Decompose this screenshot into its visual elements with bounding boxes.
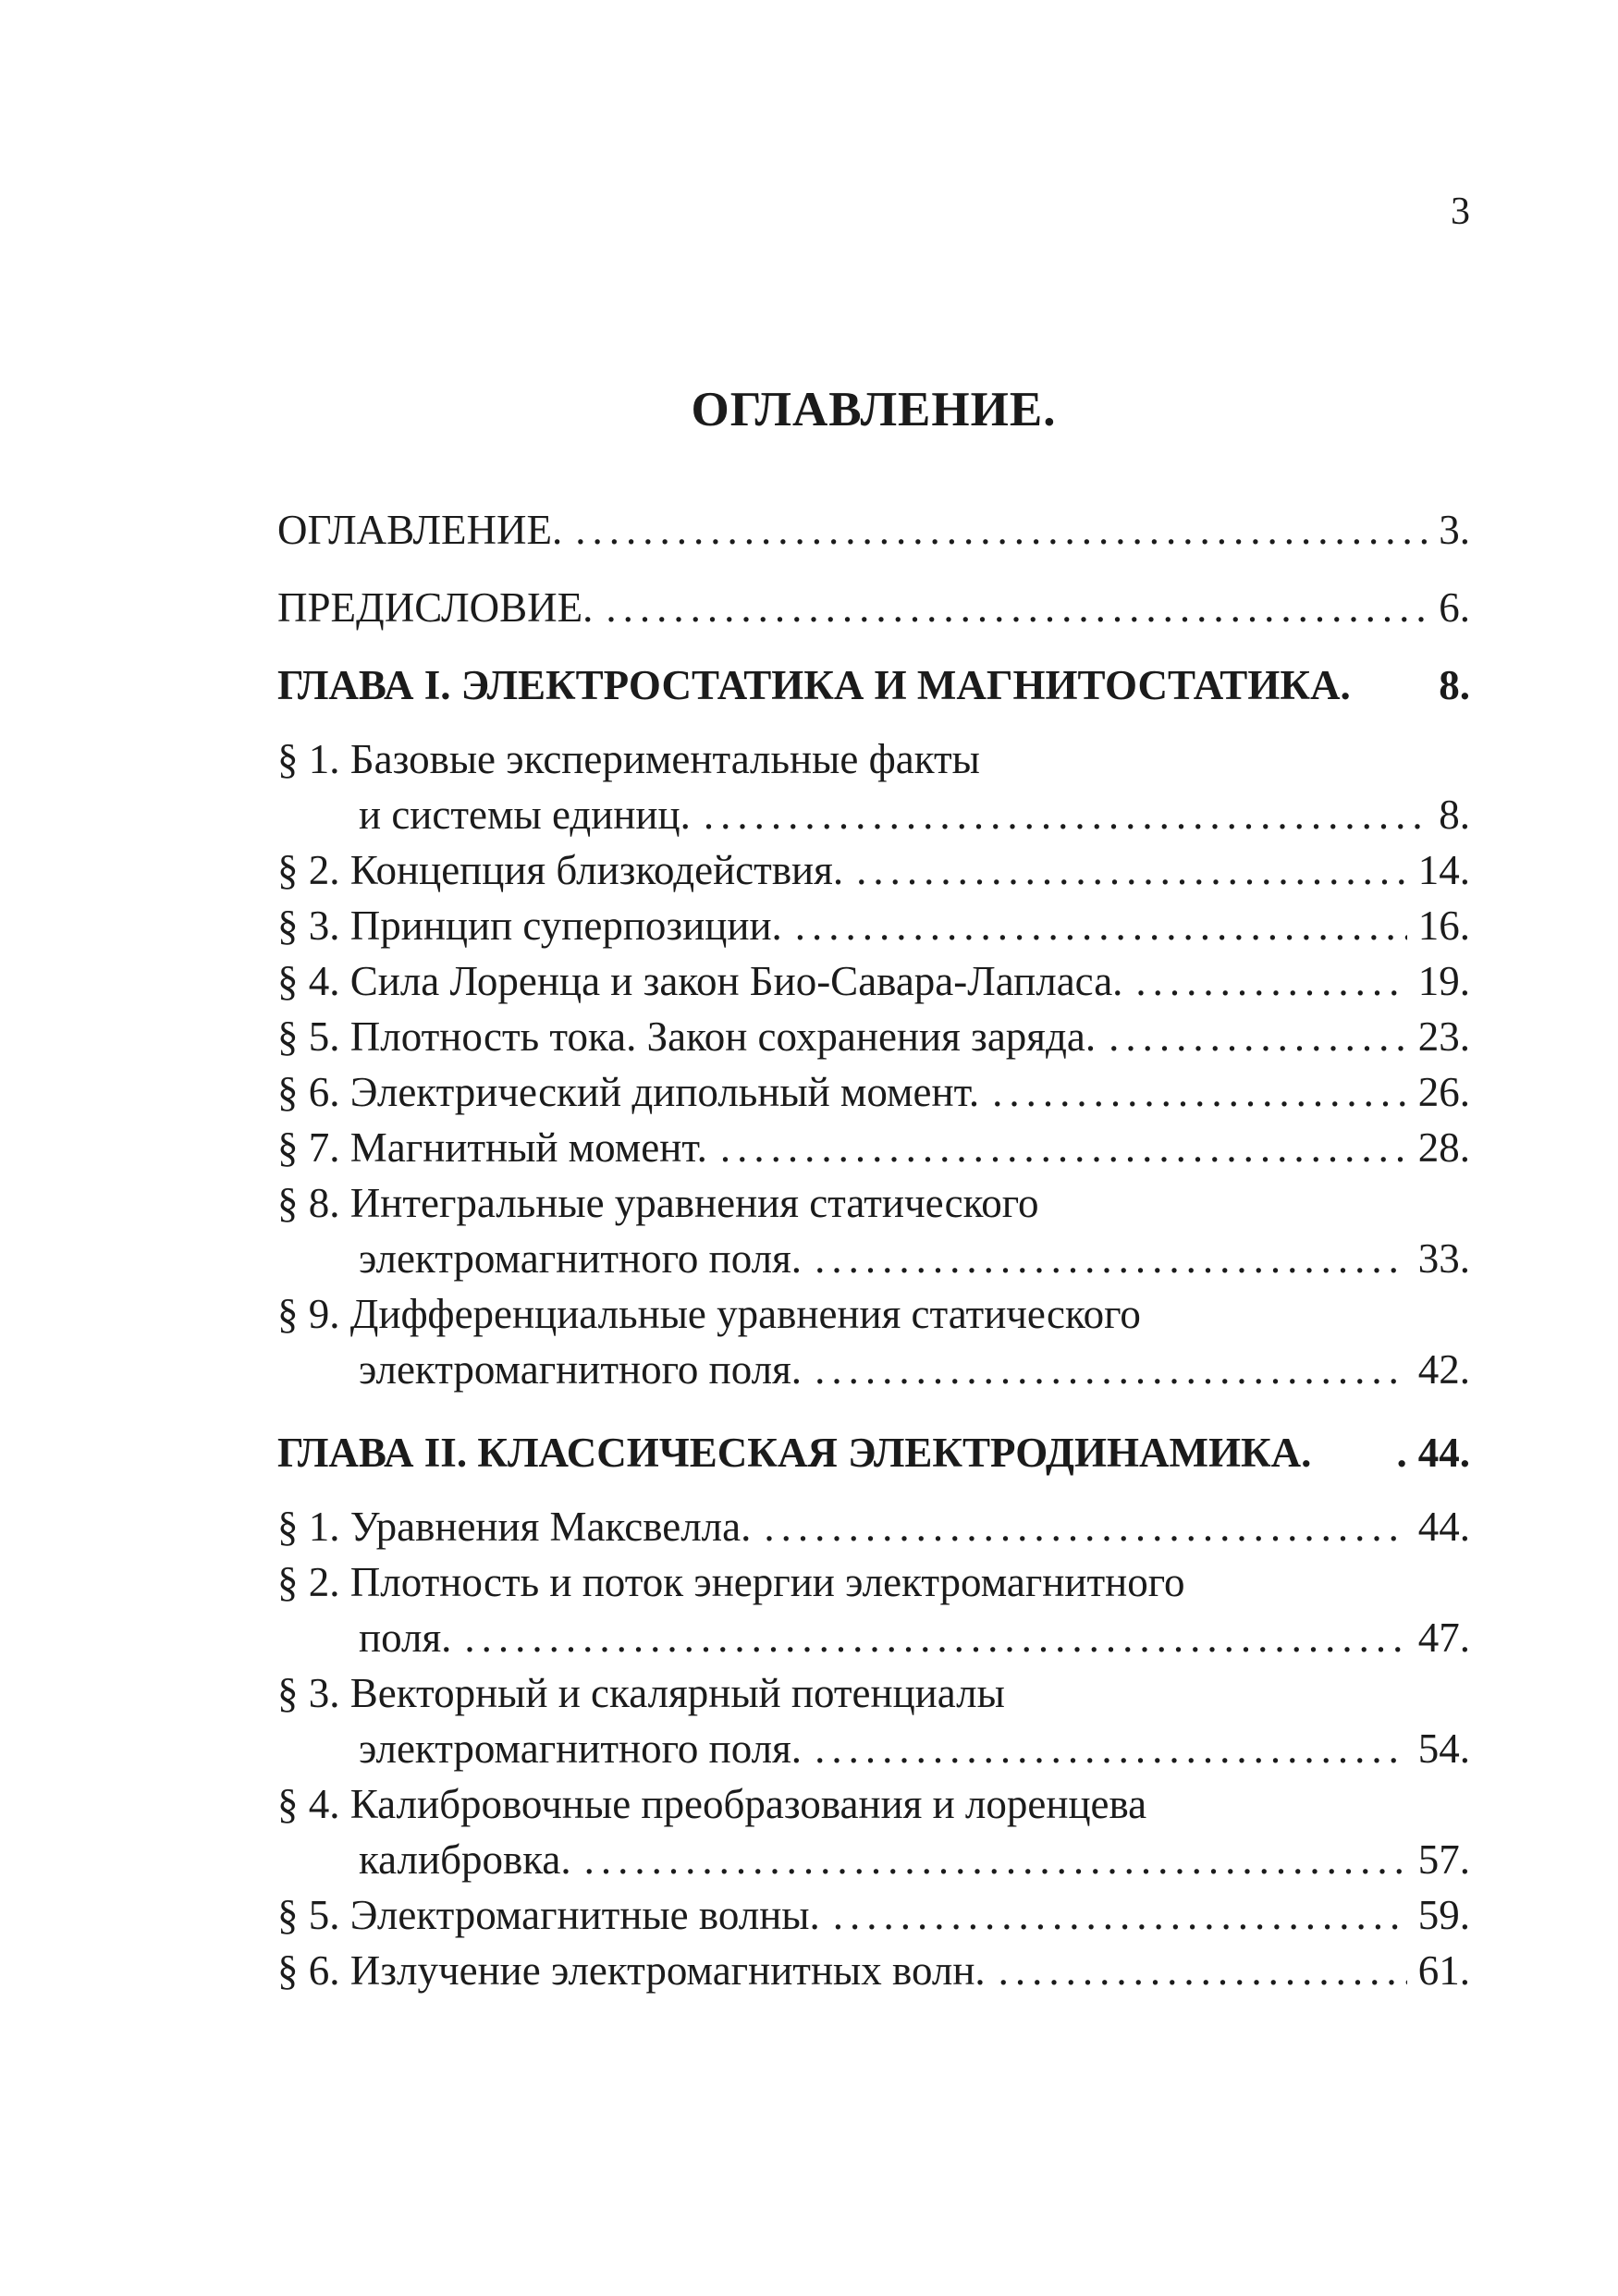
dot-leader: [833, 1887, 1407, 1943]
toc-row: [277, 842, 1470, 898]
toc-entry-label: § 6. Электрический дипольный момент.: [277, 1069, 980, 1115]
toc-row-continuation: [277, 787, 1470, 842]
toc-entry-label: § 5. Плотность тока. Закон сохранения заряда.: [277, 1013, 1097, 1060]
toc-entry-label: ОГЛАВЛЕНИЕ.: [277, 507, 563, 553]
toc-entry-page: 8.: [1439, 792, 1470, 838]
dot-leader: [584, 1832, 1407, 1887]
toc-entry-label: § 1. Базовые экспериментальные факты: [277, 736, 980, 782]
dot-leader: [1135, 953, 1406, 1009]
dot-leader: [795, 898, 1407, 953]
toc-row: [277, 1887, 1470, 1943]
toc-entry-page: 57.: [1417, 1836, 1470, 1883]
toc-entry-label: ГЛАВА I. ЭЛЕКТРОСТАТИКА И МАГНИТОСТАТИКА.: [277, 662, 1351, 708]
toc-entry-label: ПРЕДИСЛОВИЕ.: [277, 584, 594, 631]
toc-entry-label: § 9. Дифференциальные уравнения статического: [277, 1291, 1141, 1337]
toc-row: [277, 1943, 1470, 1998]
toc-entry-page: 33.: [1417, 1235, 1470, 1282]
toc-row-chapter: [277, 1425, 1470, 1480]
toc-entry-page: 42.: [1417, 1346, 1470, 1393]
toc-row-continuation: [277, 1610, 1470, 1665]
toc-row: [277, 898, 1470, 953]
toc-entry-label: § 3. Принцип суперпозиции.: [277, 902, 782, 949]
dot-leader: [815, 1342, 1407, 1397]
toc-entry-label: § 8. Интегральные уравнения статического: [277, 1180, 1039, 1226]
toc-row-continuation: [277, 1832, 1470, 1887]
toc-entry-page: 26.: [1417, 1069, 1470, 1115]
toc-row: [277, 502, 1470, 558]
toc-row: [277, 1286, 1470, 1342]
toc-entry-page: 19.: [1417, 958, 1470, 1004]
toc-row-continuation: [277, 1721, 1470, 1776]
toc-entry-page: 16.: [1417, 902, 1470, 949]
toc-entry-page: 14.: [1417, 847, 1470, 893]
toc-entry-page: 61.: [1417, 1947, 1470, 1994]
dot-leader: [720, 1120, 1407, 1175]
toc-entry-label: калибровка.: [359, 1836, 571, 1883]
dot-leader: [999, 1943, 1407, 1998]
toc-entry-page: 6.: [1439, 584, 1470, 631]
toc-entry-label: электромагнитного поля.: [359, 1725, 803, 1772]
toc-row: [277, 1776, 1470, 1832]
toc-entry-label: § 2. Концепция близкодействия.: [277, 847, 844, 893]
toc-entry-page: 44.: [1417, 1504, 1470, 1550]
toc-entry-label: и системы единиц.: [359, 792, 691, 838]
dot-leader: [815, 1231, 1407, 1286]
toc-row: [277, 1665, 1470, 1721]
toc-entry-label: § 6. Излучение электромагнитных волн.: [277, 1947, 986, 1994]
toc-row: [277, 1009, 1470, 1064]
toc-entry-label: § 3. Векторный и скалярный потенциалы: [277, 1670, 1005, 1716]
toc-entry-label: § 5. Электромагнитные волны.: [277, 1892, 820, 1938]
page-number: 3: [1451, 190, 1470, 233]
toc-entry-label: поля.: [359, 1615, 452, 1661]
toc-entry-label: ГЛАВА II. КЛАССИЧЕСКАЯ ЭЛЕКТРОДИНАМИКА.: [277, 1430, 1312, 1476]
toc-entry-page: 23.: [1417, 1013, 1470, 1060]
toc-entry-label: § 4. Калибровочные преобразования и лоренцева: [277, 1781, 1147, 1827]
dot-leader: [1109, 1009, 1407, 1064]
toc-row: [277, 1120, 1470, 1175]
dot-leader: [464, 1610, 1406, 1665]
toc-row: [277, 731, 1470, 787]
toc-row: [277, 953, 1470, 1009]
dot-leader: [606, 580, 1428, 635]
dot-leader: [856, 842, 1407, 898]
toc-entry-label: § 7. Магнитный момент.: [277, 1124, 707, 1171]
toc-row-chapter: [277, 657, 1470, 713]
toc-row-continuation: [277, 1231, 1470, 1286]
dot-leader: [815, 1721, 1407, 1776]
page-title: ОГЛАВЛЕНИЕ.: [691, 383, 1057, 436]
dot-leader: [764, 1499, 1406, 1554]
toc-content: [277, 190, 1470, 1998]
toc-entry-label: электромагнитного поля.: [359, 1235, 803, 1282]
toc-entry-page: 8.: [1439, 662, 1470, 708]
toc-entry-page: 3.: [1439, 507, 1470, 553]
toc-entry-page: 47.: [1417, 1615, 1470, 1661]
toc-entry-page: 54.: [1417, 1725, 1470, 1772]
toc-entry-label: § 2. Плотность и поток энергии электромагнитного: [277, 1559, 1185, 1605]
toc-row: [277, 580, 1470, 635]
toc-row: [277, 1554, 1470, 1610]
toc-row-continuation: [277, 1342, 1470, 1397]
toc-entry-label: § 1. Уравнения Максвелла.: [277, 1504, 752, 1550]
dot-leader: [1324, 1425, 1406, 1480]
toc-entry-page: 59.: [1417, 1892, 1470, 1938]
toc-row: [277, 1175, 1470, 1231]
toc-entry-label: электромагнитного поля.: [359, 1346, 803, 1393]
toc-entry-page: 44.: [1417, 1430, 1470, 1476]
dot-leader: [992, 1064, 1407, 1120]
dot-leader: [704, 787, 1428, 842]
toc-entry-label: § 4. Сила Лоренца и закон Био-Савара-Лапласа.: [277, 958, 1123, 1004]
toc-row: [277, 1499, 1470, 1554]
toc-entry-page: 28.: [1417, 1124, 1470, 1171]
dot-leader: [575, 502, 1428, 558]
toc-row: [277, 1064, 1470, 1120]
